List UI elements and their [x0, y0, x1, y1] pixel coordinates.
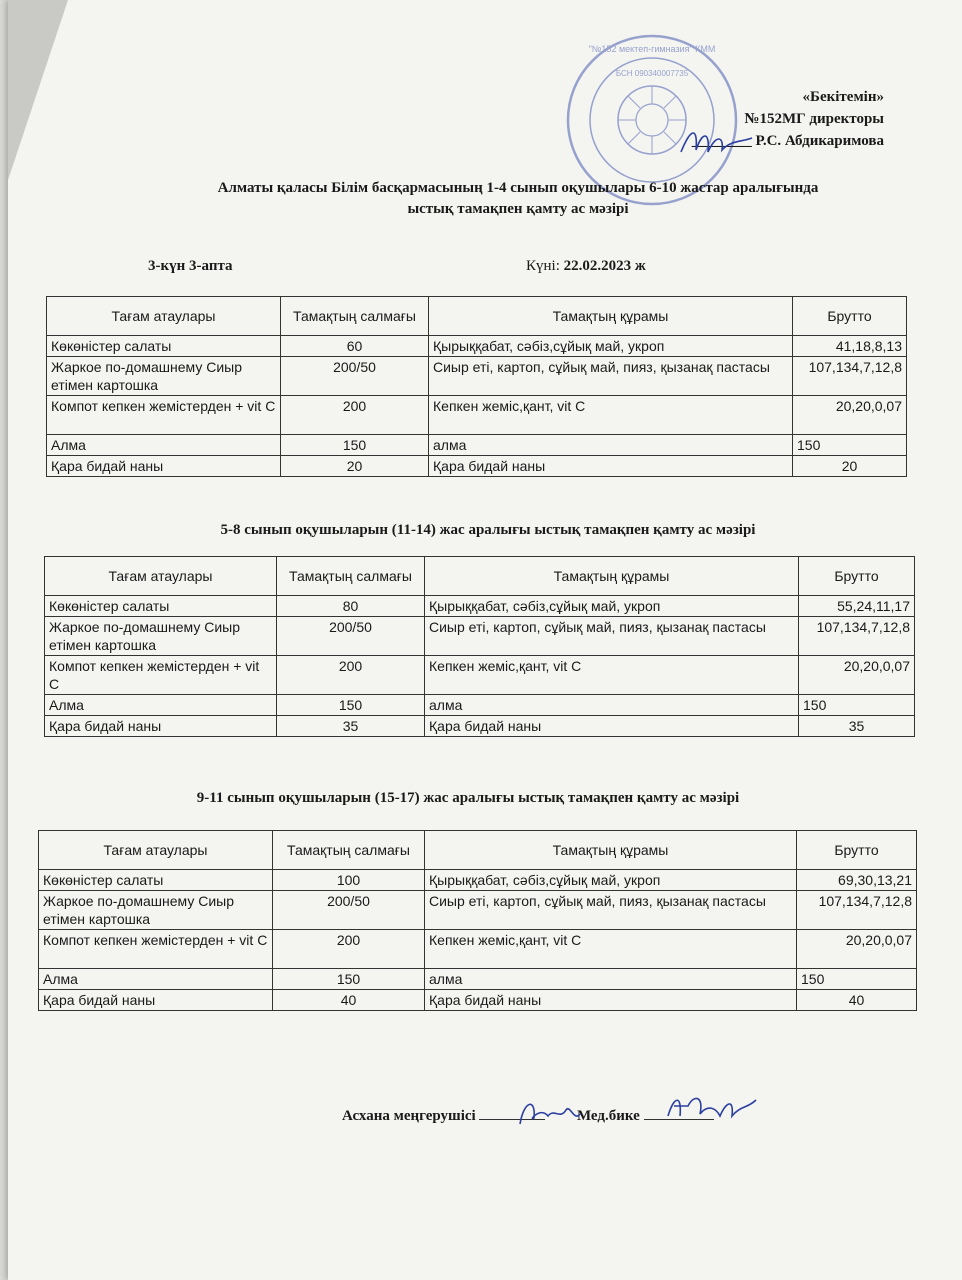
dish-composition: Сиыр еті, картоп, сұйық май, пияз, қызанақ пастасы [425, 617, 799, 656]
document-page [8, 0, 962, 1280]
dish-name: Қара бидай наны [47, 456, 281, 477]
dish-weight: 200/50 [273, 891, 425, 930]
dish-gross: 35 [799, 716, 915, 737]
dish-gross: 107,134,7,12,8 [793, 357, 907, 396]
dish-composition: Кепкен жеміс,қант, vit C [429, 396, 793, 435]
header-gross: Брутто [793, 297, 907, 336]
dish-weight: 60 [281, 336, 429, 357]
dish-composition: алма [425, 695, 799, 716]
table-row [45, 596, 915, 617]
header-weight: Тамақтың салмағы [277, 557, 425, 596]
dish-gross: 69,30,13,21 [797, 870, 917, 891]
stamp-number: БСН 090340007735 [615, 69, 689, 78]
dish-name: Көкөністер салаты [45, 596, 277, 617]
dish-composition: алма [429, 435, 793, 456]
dish-name: Алма [39, 969, 273, 990]
section3-title: 9-11 сынып оқушыларын (15-17) жас аралығы ыстық тамақпен қамту ас мәзірі [196, 790, 740, 806]
header-gross: Брутто [797, 831, 917, 870]
dish-gross: 150 [799, 695, 915, 716]
dish-composition: Кепкен жеміс,қант, vit C [425, 930, 797, 969]
table-row [45, 617, 915, 656]
dish-composition: Қырыққабат, сәбіз,сұйық май, укроп [425, 870, 797, 891]
director-name: Р.С. Абдикаримова [755, 133, 884, 149]
dish-gross: 107,134,7,12,8 [797, 891, 917, 930]
dish-composition: Сиыр еті, картоп, сұйық май, пияз, қызанақ пастасы [429, 357, 793, 396]
header-composition: Тамақтың құрамы [429, 297, 793, 336]
section2-title: 5-8 сынып оқушыларын (11-14) жас аралығы ыстық тамақпен қамту ас мәзірі [220, 522, 756, 538]
table-row [39, 870, 917, 891]
menu-table-grades-1-4 [46, 296, 907, 477]
dish-weight: 200/50 [281, 357, 429, 396]
dish-composition: Қырыққабат, сәбіз,сұйық май, укроп [425, 596, 799, 617]
nurse-signature [660, 1086, 760, 1130]
menu-table-grades-5-8 [44, 556, 915, 737]
approval-line3: ________ Р.С. Абдикаримова [691, 133, 884, 149]
dish-weight: 200 [277, 656, 425, 695]
dish-weight: 20 [281, 456, 429, 477]
dish-name: Компот кепкен жемістерден + vit C [45, 656, 277, 695]
dish-weight: 150 [281, 435, 429, 456]
dish-gross: 20,20,0,07 [799, 656, 915, 695]
dish-weight: 200/50 [277, 617, 425, 656]
dish-gross: 40 [797, 990, 917, 1011]
dish-weight: 35 [277, 716, 425, 737]
dish-weight: 200 [273, 930, 425, 969]
dish-composition: алма [425, 969, 797, 990]
dish-weight: 150 [273, 969, 425, 990]
table-row [39, 891, 917, 930]
dish-name: Көкөністер салаты [47, 336, 281, 357]
dish-gross: 20,20,0,07 [793, 396, 907, 435]
dish-name: Жаркое по-домашнему Сиыр етімен картошка [45, 617, 277, 656]
table-row [47, 336, 907, 357]
table-header-row [39, 831, 917, 870]
dish-name: Көкөністер салаты [39, 870, 273, 891]
date-line [526, 258, 646, 275]
date-label: Күні: [526, 258, 560, 274]
director-signature [676, 122, 756, 162]
header-composition: Тамақтың құрамы [425, 557, 799, 596]
table-row [45, 716, 915, 737]
header-gross: Брутто [799, 557, 915, 596]
dish-gross: 41,18,8,13 [793, 336, 907, 357]
header-weight: Тамақтың салмағы [281, 297, 429, 336]
dish-composition: Қырыққабат, сәбіз,сұйық май, укроп [429, 336, 793, 357]
table-row [45, 695, 915, 716]
approval-line1: «Бекітемін» [802, 89, 884, 105]
dish-name: Қара бидай наны [45, 716, 277, 737]
dish-composition: Қара бидай наны [425, 990, 797, 1011]
header-weight: Тамақтың салмағы [273, 831, 425, 870]
table-row [47, 357, 907, 396]
dish-name: Алма [45, 695, 277, 716]
main-title-line2: ыстық тамақпен қамту ас мәзірі [407, 201, 629, 217]
table-header-row [45, 557, 915, 596]
table-row [45, 656, 915, 695]
dish-name: Жаркое по-домашнему Сиыр етімен картошка [47, 357, 281, 396]
header-name: Тағам атаулары [47, 297, 281, 336]
canteen-head-signature [514, 1092, 584, 1132]
table-row [47, 435, 907, 456]
dish-gross: 150 [793, 435, 907, 456]
dish-weight: 100 [273, 870, 425, 891]
dish-gross: 20,20,0,07 [797, 930, 917, 969]
header-name: Тағам атаулары [39, 831, 273, 870]
dish-name: Жаркое по-домашнему Сиыр етімен картошка [39, 891, 273, 930]
day-week: 3-күн 3-апта [148, 258, 233, 274]
table-row [47, 396, 907, 435]
dish-name: Қара бидай наны [39, 990, 273, 1011]
dish-composition: Қара бидай наны [425, 716, 799, 737]
table-row [39, 969, 917, 990]
date-value: 22.02.2023 ж [563, 258, 646, 274]
dish-composition: Кепкен жеміс,қант, vit C [425, 656, 799, 695]
dish-weight: 40 [273, 990, 425, 1011]
dish-gross: 107,134,7,12,8 [799, 617, 915, 656]
dish-gross: 55,24,11,17 [799, 596, 915, 617]
dish-gross: 150 [797, 969, 917, 990]
approval-line2: №152МГ директоры [744, 111, 884, 127]
stamp-text: "№152 мектеп-гимназия" КММ [588, 44, 716, 54]
dish-weight: 80 [277, 596, 425, 617]
dish-weight: 200 [281, 396, 429, 435]
table-header-row [47, 297, 907, 336]
header-composition: Тамақтың құрамы [425, 831, 797, 870]
dish-composition: Сиыр еті, картоп, сұйық май, пияз, қызанақ пастасы [425, 891, 797, 930]
dish-weight: 150 [277, 695, 425, 716]
canteen-head-label: Асхана меңгерушісі [342, 1108, 476, 1124]
dish-composition: Қара бидай наны [429, 456, 793, 477]
dish-gross: 20 [793, 456, 907, 477]
table-row [39, 930, 917, 969]
table-row [39, 990, 917, 1011]
folded-corner [8, 0, 68, 180]
table-row [47, 456, 907, 477]
menu-table-grades-9-11 [38, 830, 917, 1011]
dish-name: Компот кепкен жемістерден + vit C [39, 930, 273, 969]
dish-name: Алма [47, 435, 281, 456]
dish-name: Компот кепкен жемістерден + vit C [47, 396, 281, 435]
header-name: Тағам атаулары [45, 557, 277, 596]
main-title-line1: Алматы қаласы Білім басқармасының 1-4 сынып оқушылары 6-10 жастар аралығында [217, 180, 819, 196]
main-title [68, 178, 962, 220]
nurse-label: Мед.бике [576, 1108, 640, 1124]
